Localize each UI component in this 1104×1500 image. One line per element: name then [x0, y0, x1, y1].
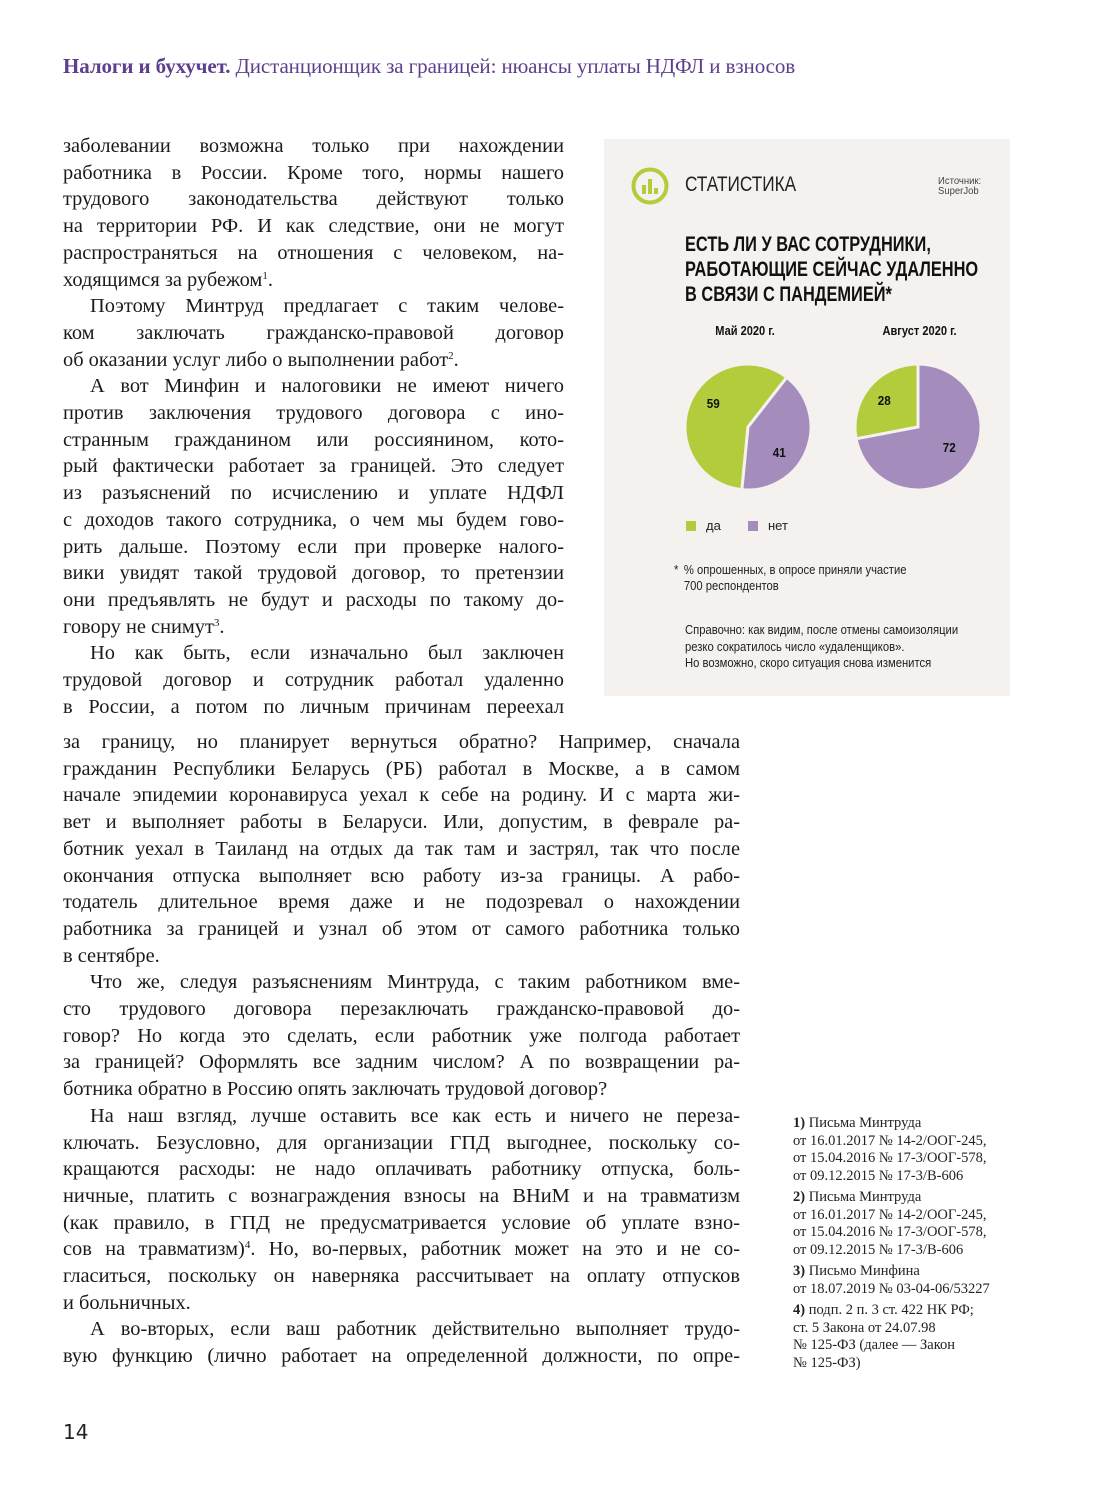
text-line: гражданин Республики Беларусь (РБ) работал в Москве, а в самом	[63, 757, 740, 780]
pie-title-may: Май 2020 г.	[715, 323, 775, 338]
text-line: ничные, платить с вознаграждения взносы на ВНиМ и на травматизм	[63, 1184, 740, 1207]
pie-chart-august	[852, 361, 984, 493]
text-line: А вот Минфин и налоговики не имеют ничего	[90, 375, 564, 398]
text-line: ключать. Безусловно, для организации ГПД выгоднее, поскольку со-	[63, 1131, 740, 1154]
footnote-line: 1) Письма Минтруда	[793, 1115, 922, 1131]
survey-note	[674, 562, 907, 594]
pie-value-no: 72	[942, 440, 956, 455]
footnote-line: 2) Письма Минтруда	[793, 1189, 922, 1205]
footnote-ref[interactable]: 4	[244, 1239, 251, 1252]
footnote-line: от 15.04.2016 № 17-3/ООГ-578,	[793, 1150, 987, 1166]
reference-note-line: Справочно: как видим, после отмены самоизоляции	[685, 623, 959, 637]
text-line: об оказании услуг либо о выполнении работ$^2$.	[63, 348, 459, 371]
survey-note-line: % опрошенных, в опросе приняли участие	[683, 563, 907, 577]
text-line: ботник уехал в Таиланд на отдых да так там и застрял, так что после	[63, 837, 740, 860]
footnote-line: от 16.01.2017 № 14-2/ООГ-245,	[793, 1132, 987, 1149]
footnote-line: 4) подп. 2 п. 3 ст. 422 НК РФ;	[793, 1302, 974, 1318]
survey-question	[685, 232, 978, 307]
text-line: на территории РФ. И как следствие, они не могут	[63, 215, 564, 238]
text-line: гласиться, поскольку он наверняка рассчитывает на оплату отпусков	[63, 1265, 740, 1288]
statistics-sidebar	[604, 139, 1010, 696]
running-head-section: Налоги и бухучет.	[63, 54, 231, 78]
footnote-line: от 16.01.2017 № 14-2/ООГ-245,	[793, 1206, 987, 1223]
text-line: Поэтому Минтруд предлагает с таким челове-	[90, 295, 564, 318]
text-line: трудового законодательства действуют только	[63, 188, 564, 211]
text-line: На наш взгляд, лучше оставить все как есть и ничего не переза-	[90, 1104, 740, 1127]
pie-title-august: Август 2020 г.	[882, 323, 957, 338]
source-label: Источник:	[938, 176, 982, 187]
text-line: А во-вторых, если ваш работник действительно выполняет трудо-	[90, 1318, 740, 1341]
text-line: тодатель длительное время даже и не подозревал о нахождении	[63, 891, 740, 914]
footnote-line: 3) Письмо Минфина	[793, 1263, 920, 1279]
footnote-ref[interactable]: 1	[262, 269, 268, 282]
text-line: вую функцию (лично работает на определенной должности, по опре-	[63, 1345, 740, 1368]
text-line: трудовой договор и сотрудник работал удаленно	[63, 669, 564, 692]
legend-label: нет	[768, 518, 788, 533]
footnote-line: ст. 5 Закона от 24.07.98	[793, 1319, 936, 1336]
footnote-line: от 09.12.2015 № 17-3/В-606	[793, 1241, 964, 1258]
reference-note-line: Но возможно, скоро ситуация снова изменится	[685, 656, 932, 670]
text-line: с доходов такого сотрудника, о чем мы будем гово-	[63, 508, 564, 531]
footnote-line: от 09.12.2015 № 17-3/В-606	[793, 1167, 964, 1184]
text-line: и больничных.	[63, 1291, 191, 1314]
running-head	[63, 54, 923, 79]
footnote-line: от 15.04.2016 № 17-3/ООГ-578,	[793, 1224, 987, 1240]
text-line: работника в России. Кроме того, нормы нашего	[63, 161, 564, 184]
footnote-ref[interactable]: 3	[213, 616, 220, 629]
pie-chart-may	[682, 361, 814, 493]
legend-item-no	[748, 518, 788, 533]
legend-swatch-green	[686, 521, 696, 531]
footnote	[793, 1115, 1033, 1185]
reference-note-line: резко сократилось число «удаленщиков».	[685, 639, 905, 654]
text-line: против заключения трудового договора с ино-	[63, 402, 564, 425]
footnote-ref[interactable]: 2	[448, 349, 454, 362]
footnote	[793, 1263, 1033, 1298]
text-line: (как правило, в ГПД не предусматривается условие об уплате взно-	[63, 1211, 740, 1234]
legend-swatch-purple	[748, 521, 758, 531]
text-line: заболевании возможна только при нахождении	[63, 135, 564, 157]
survey-note-line: 700 респондентов	[683, 579, 779, 593]
text-line: кращаются расходы: не надо оплачивать работнику отпуска, боль-	[63, 1158, 740, 1181]
text-line: вики увидят такой трудовой договор, то претензии	[63, 562, 564, 585]
legend-label: да	[706, 518, 721, 533]
text-line: работника за границей и узнал об этом от самого работника только	[63, 917, 740, 940]
text-line: ходящимся за рубежом$^1$.	[63, 268, 273, 291]
text-line: Но как быть, если изначально был заключен	[90, 642, 564, 665]
pie-value-yes: 28	[877, 393, 891, 408]
text-line: за границей? Оформлять все задним числом? А по возвращении ра-	[63, 1051, 740, 1074]
text-line: распространяться на отношения с человеком, на-	[63, 241, 564, 264]
pie-value-no: 41	[772, 445, 786, 460]
survey-question-line: РАБОТАЮЩИЕ СЕЙЧАС УДАЛЕННО	[685, 258, 979, 281]
footnote-line: № 125-ФЗ (далее — Закон	[793, 1337, 956, 1353]
footnote-number: 1)	[793, 1115, 809, 1131]
text-line: сов на травматизм)$^4$. Но, во-первых, работник может на это и не со-	[63, 1238, 740, 1261]
statistics-label: СТАТИСТИКА	[685, 173, 797, 196]
footnote-number: 4)	[793, 1302, 809, 1318]
survey-question-line: ЕСТЬ ЛИ У ВАС СОТРУДНИКИ,	[685, 233, 931, 256]
asterisk: *	[674, 563, 679, 577]
footnote	[793, 1302, 1033, 1372]
footnote-number: 2)	[793, 1189, 809, 1205]
legend-item-yes	[686, 518, 721, 533]
text-line: Что же, следуя разъяснениям Минтруда, с таким работником вме-	[90, 971, 740, 994]
text-line: окончания отпуска выполняет всю работу из-за границы. А рабо-	[63, 864, 740, 887]
text-line: говору не снимут$^3$.	[63, 615, 225, 638]
body-text-narrow-column	[63, 133, 564, 720]
reference-note	[685, 622, 958, 672]
footnote-line: от 18.07.2019 № 03-04-06/53227	[793, 1280, 990, 1297]
text-line: рый фактически работает за границей. Это следует	[63, 455, 564, 478]
source-name: SuperJob	[938, 186, 979, 197]
text-line: они предъявлять не будут и расходы по такому до-	[63, 588, 564, 611]
text-line: ком заключать гражданско-правовой договор	[63, 321, 564, 344]
bar-chart-circle-icon	[631, 167, 669, 205]
text-line: говор? Но когда это сделать, если работник уже полгода работает	[63, 1024, 740, 1047]
body-text-wide-column	[63, 729, 740, 1370]
pie-value-yes: 59	[706, 396, 720, 411]
running-head-title: Дистанционщик за границей: нюансы уплаты НДФЛ и взносов	[235, 54, 796, 78]
text-line: сто трудового договора перезаключать гражданско-правовой до-	[63, 998, 740, 1021]
text-line: в сентябре.	[63, 944, 160, 967]
page-number: 14	[63, 1420, 89, 1444]
text-line: начале эпидемии коронавируса уехал к себе на родину. И с марта жи-	[63, 784, 740, 807]
text-line: в России, а потом по личным причинам переехал	[63, 695, 564, 718]
footnote-number: 3)	[793, 1263, 809, 1279]
text-line: вет и выполняет работы в Беларуси. Или, допустим, в феврале ра-	[63, 811, 740, 834]
text-line: рить дальше. Поэтому если при проверке налого-	[63, 535, 564, 558]
text-line: ботника обратно в Россию опять заключать трудовой договор?	[63, 1078, 608, 1101]
footnote-line: № 125-ФЗ)	[793, 1354, 861, 1371]
footnote	[793, 1189, 1033, 1259]
source-note	[938, 177, 981, 197]
text-line: странным гражданином или россиянином, кото-	[63, 428, 564, 451]
text-line: за границу, но планирует вернуться обратно? Например, сначала	[63, 731, 740, 753]
survey-question-line: В СВЯЗИ С ПАНДЕМИЕЙ*	[685, 283, 892, 306]
footnotes	[793, 1115, 1033, 1376]
text-line: из разъяснений по исчислению и уплате НДФЛ	[63, 482, 564, 505]
